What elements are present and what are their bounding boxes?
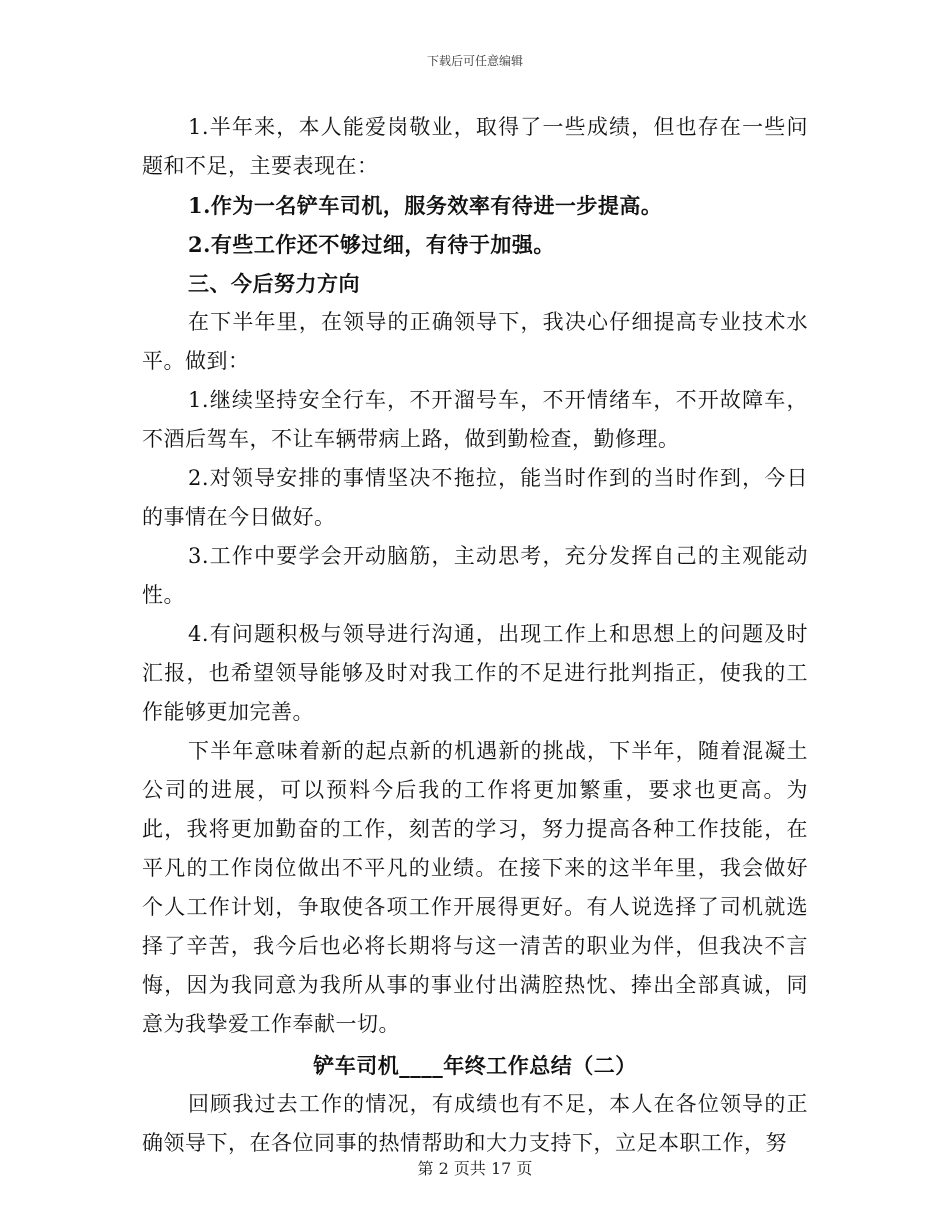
section-heading-future-direction: 三、今后努力方向 bbox=[188, 271, 360, 296]
paragraph-plan-intro: 在下半年里，在领导的正确领导下，我决心仔细提高专业技术水平。做到： bbox=[142, 310, 808, 373]
paragraph-shortcoming-2: 2.有些工作还不够过细，有待于加强。 bbox=[188, 232, 555, 257]
document-section-title: 铲车司机____年终工作总结（二） bbox=[313, 1053, 637, 1078]
paragraph-plan-item-2: 2.对领导安排的事情坚决不拖拉，能当时作到的当时作到，今日的事情在今日做好。 bbox=[142, 466, 808, 529]
paragraph-plan-item-1: 1.继续坚持安全行车，不开溜号车，不开情绪车，不开故障车，不酒后驾车，不让车辆带病上路，做到勤检查，勤修理。 bbox=[142, 388, 808, 451]
paragraph-plan-item-4: 4.有问题积极与领导进行沟通，出现工作上和思想上的问题及时汇报，也希望领导能够及时对我工作的不足进行批判指正，使我的工作能够更加完善。 bbox=[142, 622, 808, 724]
paragraph-review-intro: 回顾我过去工作的情况，有成绩也有不足，本人在各位领导的正确领导下，在各位同事的热情帮助和大力支持下，立足本职工作，努 bbox=[142, 1092, 808, 1155]
paragraph-shortcomings-intro: 1.半年来，本人能爱岗敬业，取得了一些成绩，但也存在一些问题和不足，主要表现在： bbox=[142, 115, 808, 178]
page-header: 下载后可任意编辑 bbox=[426, 54, 523, 68]
paragraph-second-half-outlook: 下半年意味着新的起点新的机遇新的挑战，下半年，随着混凝土公司的进展，可以预料今后我的工作将更加繁重，要求也更高。为此，我将更加勤奋的工作，刻苦的学习，努力提高各种工作技能，在平凡的工作岗位做出不平凡的业绩。在接下来的这半年里，我会做好个人工作计划，争取使各项工作开展得更好。有人说选择了司机就选择了辛苦，我今后也必将长期将与这一清苦的职业为伴，但我决不言悔，因为我同意为我所从事的事业付出满腔热忱、捧出全部真诚，同意为我挚爱工作奉献一切。 bbox=[142, 739, 808, 1036]
document-body bbox=[142, 108, 808, 1163]
paragraph-plan-item-3: 3.工作中要学会开动脑筋，主动思考，充分发挥自己的主观能动性。 bbox=[142, 544, 808, 607]
page-footer-page-number: 第 2 页共 17 页 bbox=[417, 1159, 533, 1178]
paragraph-shortcoming-1: 1.作为一名铲车司机，服务效率有待进一步提高。 bbox=[188, 193, 663, 218]
